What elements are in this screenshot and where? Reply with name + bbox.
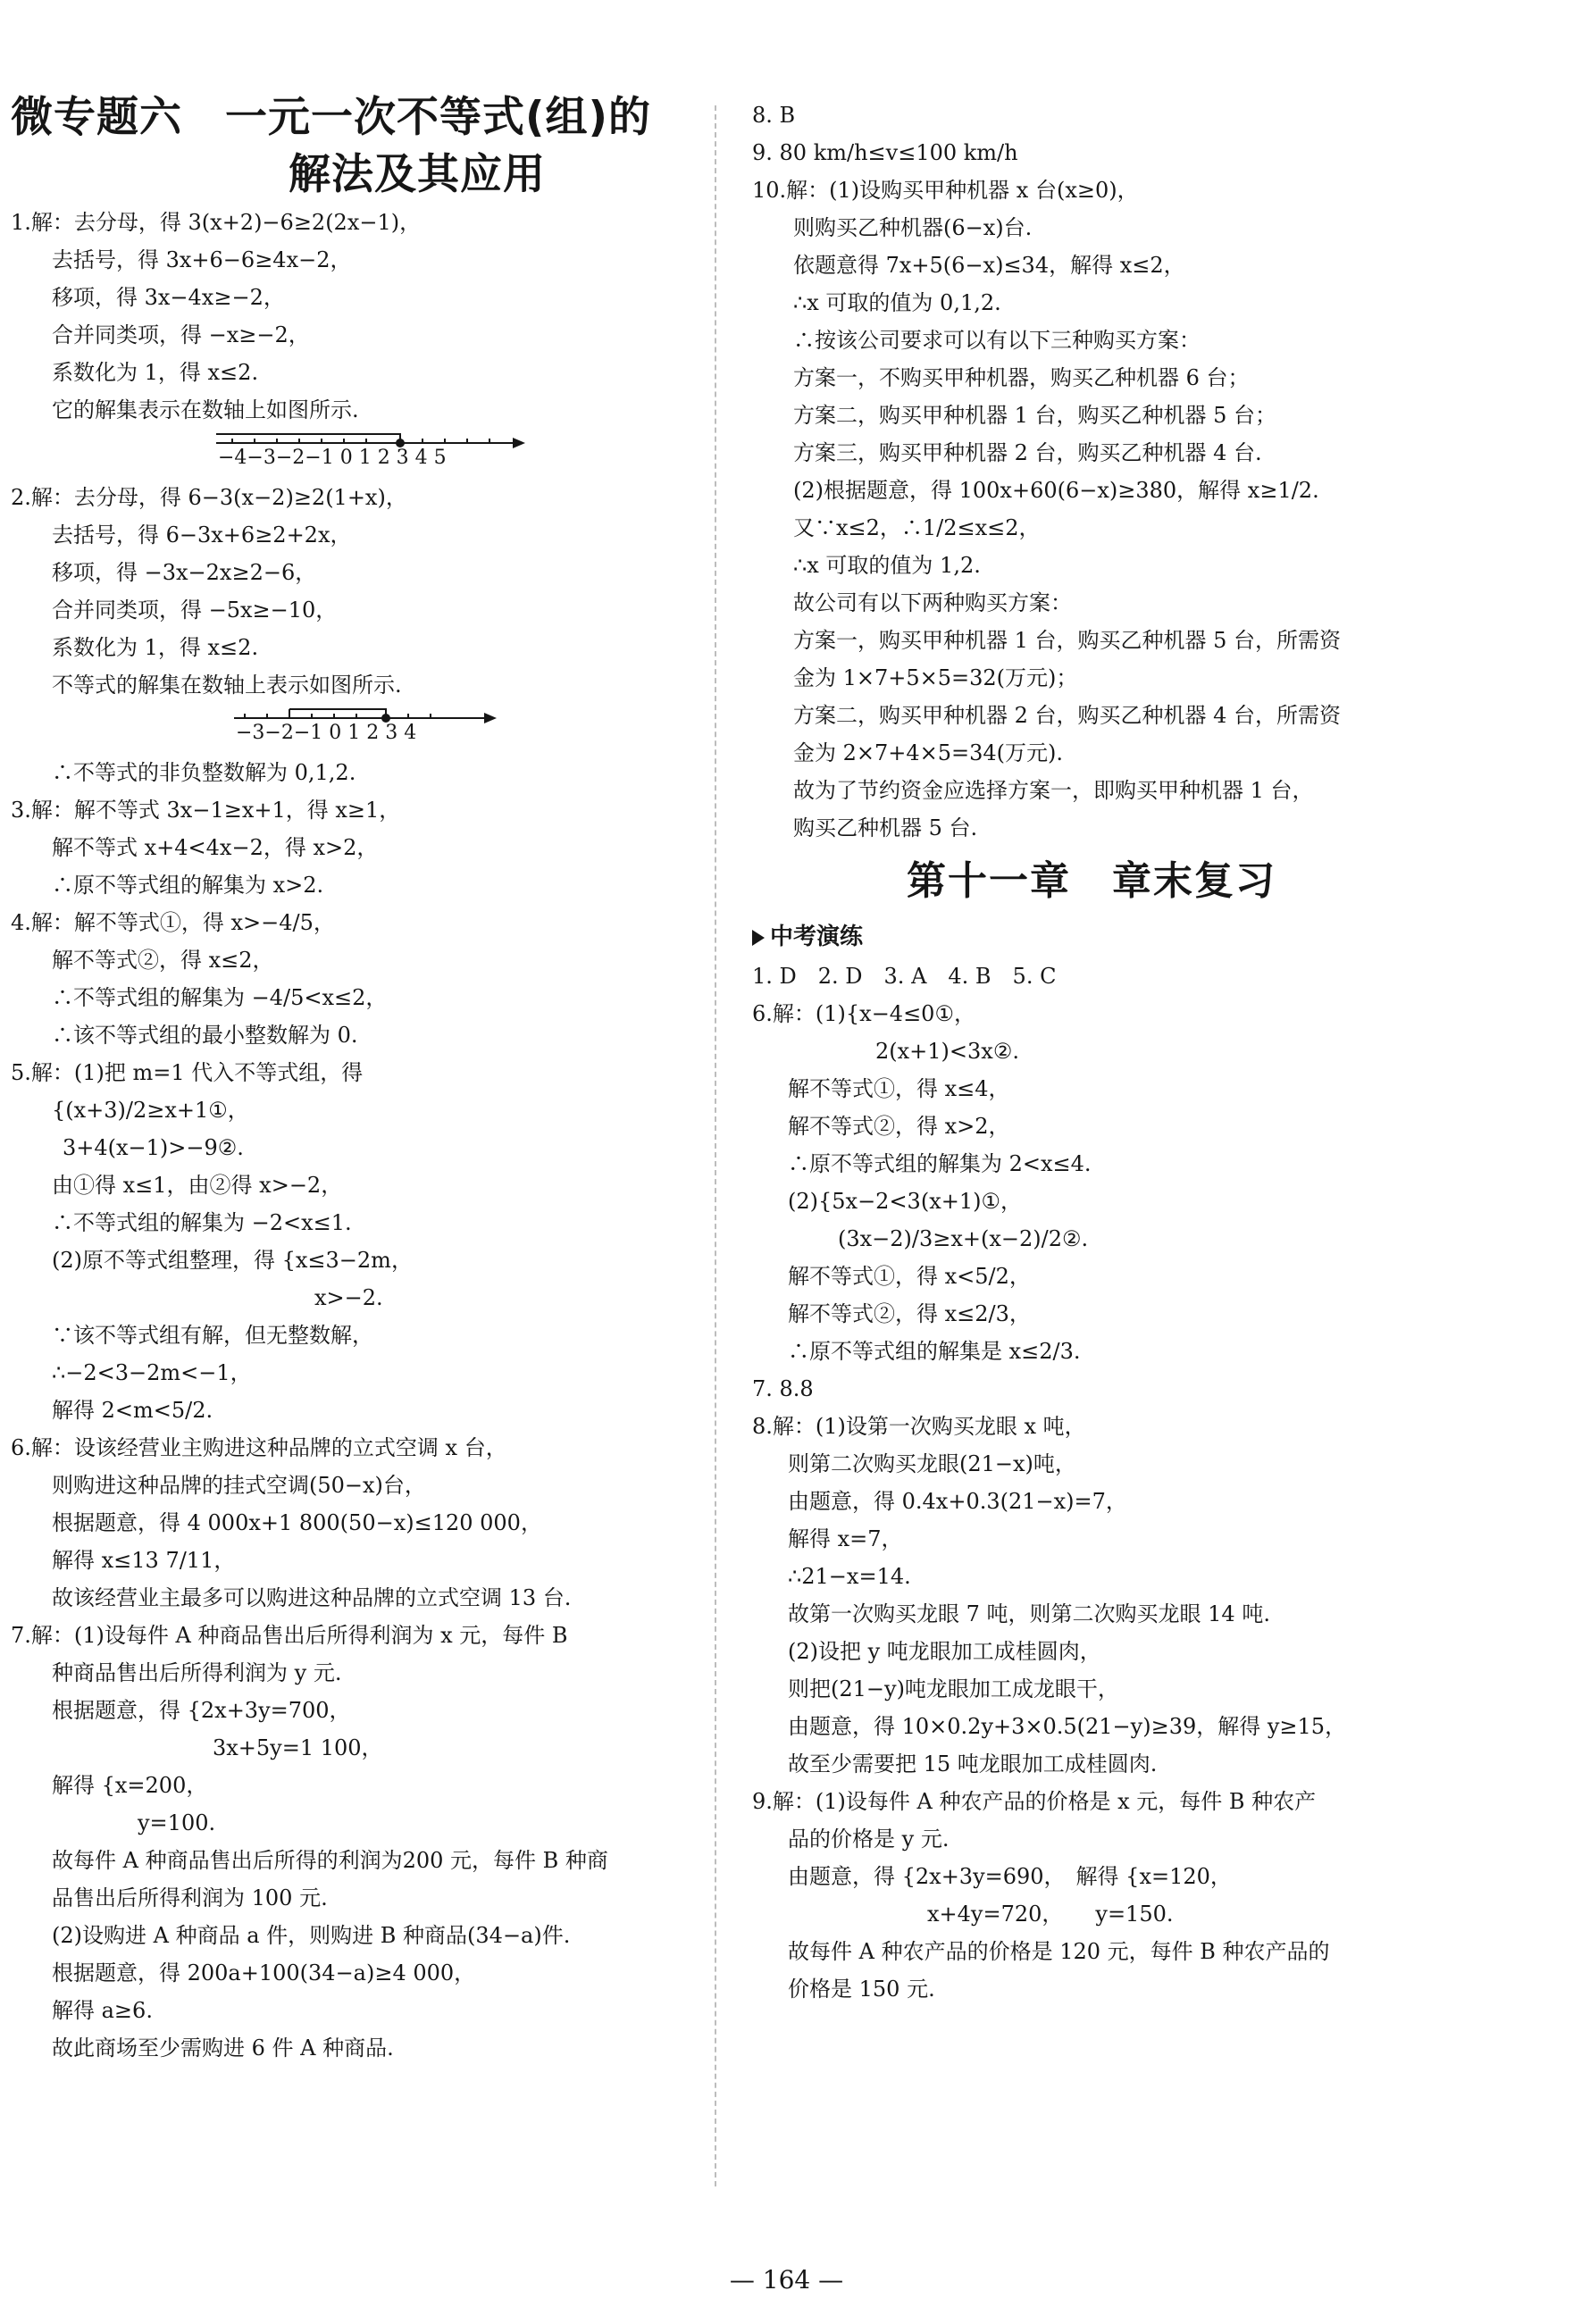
page-number: — 164 —	[729, 2265, 844, 2295]
answer-line: ∴21−x=14.	[788, 1564, 911, 1589]
answer-line: 解得 {x=200，	[52, 1773, 208, 1798]
column-divider	[715, 105, 716, 2186]
answer-line: x+4y=720， y=150.	[927, 1902, 1174, 1927]
answer-line: 根据题意，得 4 000x+1 800(50−x)≤120 000，	[52, 1510, 542, 1535]
answer-line: 6.解：(1){x−4≤0①，	[752, 1001, 975, 1026]
answer-line: 3.解：解不等式 3x−1≥x+1，得 x≥1，	[11, 798, 401, 823]
answer-line: ∵该不等式组有解，但无整数解，	[52, 1323, 373, 1348]
answer-line: 由题意，得 0.4x+0.3(21−x)=7，	[788, 1489, 1127, 1514]
answer-line: 则购买乙种机器(6−x)台.	[793, 215, 1033, 240]
answer-line: ∴x 可取的值为 0,1,2.	[793, 290, 1001, 315]
answer-line: 解不等式①，得 x<5/2，	[788, 1264, 1031, 1289]
section-heading	[752, 916, 1431, 957]
triangle-bullet-icon	[752, 930, 765, 946]
answer-line: 7.解：(1)设每件 A 种商品售出后所得利润为 x 元，每件 B	[11, 1623, 568, 1648]
answer-line: 又∵x≤2，∴1/2≤x≤2，	[793, 515, 1041, 540]
answer-line: ∴原不等式组的解集为 x>2.	[52, 873, 324, 898]
answer-line: ∴原不等式组的解集是 x≤2/3.	[788, 1339, 1081, 1364]
answer-line: 方案二，购买甲种机器 1 台，购买乙种机器 5 台；	[793, 403, 1277, 428]
answer-line: 根据题意，得 200a+100(34−a)≥4 000，	[52, 1960, 476, 1985]
answer-line: 解得 x=7，	[788, 1526, 903, 1551]
answer-line: 则购进这种品牌的挂式空调(50−x)台，	[52, 1473, 426, 1498]
answer-line: 故每件 A 种农产品的价格是 120 元，每件 B 种农产品的	[788, 1939, 1330, 1964]
answer-line: 7. 8.8	[752, 1376, 814, 1401]
answer-line: 6.解：设该经营业主购进这种品牌的立式空调 x 台，	[11, 1435, 507, 1460]
answer-line: 2.解：去分母，得 6−3(x−2)≥2(1+x)，	[11, 485, 407, 510]
answer-line: 解不等式②，得 x≤2/3，	[788, 1301, 1031, 1326]
answer-line: ∴原不等式组的解集为 2<x≤4.	[788, 1151, 1092, 1176]
answer-line: 方案一，购买甲种机器 1 台，购买乙种机器 5 台，所需资	[793, 628, 1342, 653]
answer-line: (2){5x−2<3(x+1)①，	[788, 1189, 1022, 1214]
answer-line: 解得 a≥6.	[52, 1998, 153, 2023]
answer-line: 故至少需要把 15 吨龙眼加工成桂圆肉.	[788, 1751, 1158, 1776]
answer-line: ∴x 可取的值为 1,2.	[793, 553, 981, 578]
number-line-1-labels: −4−3−2−1 0 1 2 3 4 5	[218, 447, 447, 469]
answer-line: 故第一次购买龙眼 7 吨，则第二次购买龙眼 14 吨.	[788, 1601, 1270, 1626]
answer-line: 依题意得 7x+5(6−x)≤34，解得 x≤2，	[793, 253, 1185, 278]
answer-line: 5.解：(1)把 m=1 代入不等式组，得	[11, 1060, 364, 1085]
answer-line: 去括号，得 3x+6−6≥4x−2，	[52, 247, 352, 272]
answer-line: 金为 2×7+4×5=34(万元).	[793, 740, 1064, 765]
answer-line: 解不等式①，得 x≤4，	[788, 1076, 1010, 1101]
answer-line: 它的解集表示在数轴上如图所示.	[52, 397, 359, 422]
answer-line: 故该经营业主最多可以购进这种品牌的立式空调 13 台.	[52, 1585, 572, 1610]
answer-line: 解不等式②，得 x≤2，	[52, 948, 274, 973]
answer-line: 由题意，得 10×0.2y+3×0.5(21−y)≥39，解得 y≥15，	[788, 1714, 1347, 1739]
answer-line: ∴不等式组的解集为 −2<x≤1.	[52, 1210, 352, 1235]
answer-line: 品售出后所得利润为 100 元.	[52, 1885, 328, 1910]
answer-line: 由①得 x≤1，由②得 x>−2，	[52, 1173, 343, 1198]
answer-line: y=100.	[138, 1810, 216, 1835]
answer-line: 故为了节约资金应选择方案一，即购买甲种机器 1 台，	[793, 778, 1314, 803]
answer-line: 10.解：(1)设购买甲种机器 x 台(x≥0)，	[752, 178, 1139, 203]
answer-line: 8. B	[752, 103, 796, 128]
answer-line: 1. D 2. D 3. A 4. B 5. C	[752, 964, 1057, 989]
chapter-title: 第十一章 章末复习	[907, 858, 1276, 904]
answer-line: 则把(21−y)吨龙眼加工成龙眼干，	[788, 1676, 1119, 1701]
number-line-1	[11, 429, 707, 479]
answer-line: 解不等式②，得 x>2，	[788, 1114, 1010, 1139]
answer-line: (2)设购进 A 种商品 a 件，则购进 B 种商品(34−a)件.	[52, 1923, 571, 1948]
topic-title: 微专题六 一元一次不等式(组)的	[11, 93, 651, 142]
answer-line: 根据题意，得 {2x+3y=700，	[52, 1698, 351, 1723]
answer-line: 金为 1×7+5×5=32(万元)；	[793, 665, 1078, 690]
answer-line: x>−2.	[314, 1285, 383, 1310]
number-line-2-labels: −3−2−1 0 1 2 3 4	[236, 722, 417, 744]
topic-subtitle: 解法及其应用	[289, 150, 546, 199]
number-line-2	[11, 704, 707, 754]
answer-line: (2)设把 y 吨龙眼加工成桂圆肉，	[788, 1639, 1101, 1664]
answer-line: ∴不等式的非负整数解为 0,1,2.	[52, 760, 356, 785]
answer-line: 3x+5y=1 100，	[213, 1735, 383, 1760]
answer-line: ∴−2<3−2m<−1，	[52, 1360, 252, 1385]
answer-line: 故此商场至少需购进 6 件 A 种商品.	[52, 2036, 394, 2061]
answer-line: (2)原不等式组整理，得 {x≤3−2m，	[52, 1248, 413, 1273]
answer-line: 故每件 A 种商品售出后所得的利润为200 元，每件 B 种商	[52, 1848, 608, 1873]
section-title: 中考演练	[770, 924, 864, 950]
answer-line: 系数化为 1，得 x≤2.	[52, 635, 259, 660]
answer-line: 由题意，得 {2x+3y=690， 解得 {x=120，	[788, 1864, 1232, 1889]
answer-line: 移项，得 3x−4x≥−2，	[52, 285, 285, 310]
answer-line: 方案三，购买甲种机器 2 台，购买乙种机器 4 台.	[793, 440, 1262, 465]
answer-line: 9.解：(1)设每件 A 种农产品的价格是 x 元，每件 B 种农产	[752, 1789, 1317, 1814]
answer-line: 方案二，购买甲种机器 2 台，购买乙种机器 4 台，所需资	[793, 703, 1342, 728]
answer-line: 价格是 150 元.	[788, 1977, 935, 2002]
answer-line: 方案一，不购买甲种机器，购买乙种机器 6 台；	[793, 365, 1250, 390]
answer-line: 故公司有以下两种购买方案：	[793, 590, 1072, 615]
answer-line: (3x−2)/3≥x+(x−2)/2②.	[838, 1226, 1089, 1251]
answer-line: 不等式的解集在数轴上表示如图所示.	[52, 673, 402, 698]
answer-line: 1.解：去分母，得 3(x+2)−6≥2(2x−1)，	[11, 210, 422, 235]
answer-line: 购买乙种机器 5 台.	[793, 815, 978, 840]
right-column	[752, 96, 1431, 2008]
left-column	[11, 89, 707, 2067]
answer-line: 去括号，得 6−3x+6≥2+2x，	[52, 522, 352, 548]
answer-line: 8.解：(1)设第一次购买龙眼 x 吨，	[752, 1414, 1086, 1439]
answer-line: 系数化为 1，得 x≤2.	[52, 360, 259, 385]
answer-line: 3+4(x−1)>−9②.	[63, 1135, 244, 1160]
answer-line: 9. 80 km/h≤v≤100 km/h	[752, 140, 1018, 165]
answer-line: 合并同类项，得 −5x≥−10，	[52, 598, 338, 623]
answer-line: ∴按该公司要求可以有以下三种购买方案：	[793, 328, 1201, 353]
answer-line: 2(x+1)<3x②.	[875, 1039, 1019, 1064]
answer-line: 合并同类项，得 −x≥−2，	[52, 322, 310, 347]
answer-line: 解不等式 x+4<4x−2，得 x>2，	[52, 835, 379, 860]
answer-line: 解得 2<m<5/2.	[52, 1398, 213, 1423]
answer-line: 4.解：解不等式①，得 x>−4/5，	[11, 910, 335, 935]
answer-line: 种商品售出后所得利润为 y 元.	[52, 1660, 342, 1685]
answer-line: 则第二次购买龙眼(21−x)吨，	[788, 1451, 1076, 1476]
answer-line: 品的价格是 y 元.	[788, 1827, 950, 1852]
answer-line: ∴该不等式组的最小整数解为 0.	[52, 1023, 358, 1048]
answer-line: ∴不等式组的解集为 −4/5<x≤2，	[52, 985, 388, 1010]
answer-line: 移项，得 −3x−2x≥2−6，	[52, 560, 317, 585]
answer-line: 解得 x≤13 7/11，	[52, 1548, 236, 1573]
answer-line: {(x+3)/2≥x+1①，	[52, 1098, 249, 1123]
answer-line: (2)根据题意，得 100x+60(6−x)≥380，解得 x≥1/2.	[793, 478, 1319, 503]
